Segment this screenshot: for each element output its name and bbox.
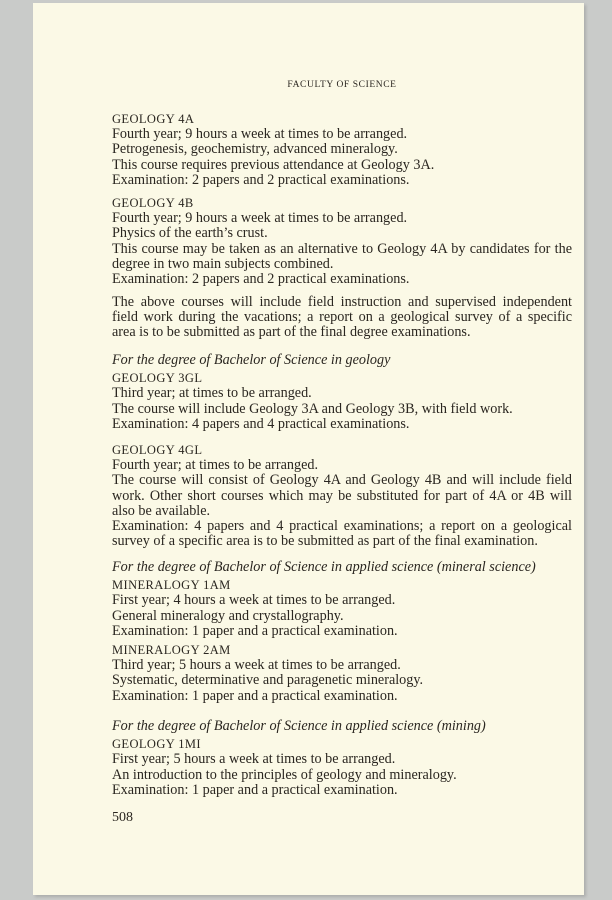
course-code: GEOLOGY 4A <box>112 112 195 126</box>
course-code: GEOLOGY 4B <box>112 196 194 210</box>
course-line: The course will include Geology 3A and Geology 3B, with field work. <box>112 400 513 417</box>
course-geology-4a <box>112 112 572 188</box>
course-geology-4gl <box>112 443 572 549</box>
course-line: First year; 5 hours a week at times to be arranged. <box>112 751 396 768</box>
course-line: Examination: 1 paper and a practical examination. <box>112 781 398 798</box>
section-bsc-mining <box>112 719 572 798</box>
course-line: This course may be taken as an alternative to Geology 4A by candidates for the degree in two main subjects combined. <box>112 240 572 272</box>
course-code: GEOLOGY 1MI <box>112 737 201 752</box>
course-code: GEOLOGY 4GL <box>112 443 203 457</box>
course-line: Examination: 1 paper and a practical examination. <box>112 622 398 639</box>
course-line: This course requires previous attendance at Geology 3A. <box>112 156 435 173</box>
course-line: Fourth year; 9 hours a week at times to be arranged. <box>112 126 408 143</box>
course-line: The course will consist of Geology 4A and Geology 4B and will include field work. Other short courses which may be substituted for part of 4A or 4B will also be available. <box>112 472 572 519</box>
course-line: Examination: 2 papers and 2 practical examinations. <box>112 271 410 288</box>
course-line: Examination: 4 papers and 4 practical examinations; a report on a geological survey of a specific area is to be submitted as part of the final examination. <box>112 518 572 550</box>
page-number: 508 <box>112 810 133 825</box>
course-line: General mineralogy and crystallography. <box>112 607 344 624</box>
section-heading: For the degree of Bachelor of Science in applied science (mining) <box>112 718 486 734</box>
section-bsc-mineral-science <box>112 560 572 639</box>
course-code: GEOLOGY 3GL <box>112 371 203 386</box>
course-line: Fourth year; at times to be arranged. <box>112 457 319 474</box>
course-geology-4b <box>112 196 572 287</box>
course-line: Petrogenesis, geochemistry, advanced mineralogy. <box>112 141 398 158</box>
course-line: Physics of the earth’s crust. <box>112 225 268 242</box>
section-heading: For the degree of Bachelor of Science in geology <box>112 352 391 368</box>
field-note-paragraph: The above courses will include field instruction and supervised independent field work during the vacations; a report on a geological survey of a specific area is to be submitted as part of the final degree examinations. <box>112 294 572 341</box>
course-line: Systematic, determinative and paragenetic mineralogy. <box>112 672 424 689</box>
course-line: An introduction to the principles of geology and mineralogy. <box>112 766 457 783</box>
course-line: Fourth year; 9 hours a week at times to be arranged. <box>112 210 408 227</box>
course-line: Examination: 4 papers and 4 practical examinations. <box>112 415 410 432</box>
section-heading: For the degree of Bachelor of Science in applied science (mineral science) <box>112 559 536 575</box>
running-head: FACULTY OF SCIENCE <box>287 80 397 90</box>
course-mineralogy-2am <box>112 643 572 704</box>
course-line: Third year; 5 hours a week at times to be arranged. <box>112 657 401 674</box>
course-line: Examination: 1 paper and a practical examination. <box>112 687 398 704</box>
document-page <box>33 3 584 895</box>
course-line: First year; 4 hours a week at times to be arranged. <box>112 592 396 609</box>
course-line: Examination: 2 papers and 2 practical examinations. <box>112 171 410 188</box>
course-code: MINERALOGY 1AM <box>112 578 231 593</box>
course-line: Third year; at times to be arranged. <box>112 385 312 402</box>
section-bsc-geology <box>112 353 572 432</box>
course-code: MINERALOGY 2AM <box>112 643 231 657</box>
